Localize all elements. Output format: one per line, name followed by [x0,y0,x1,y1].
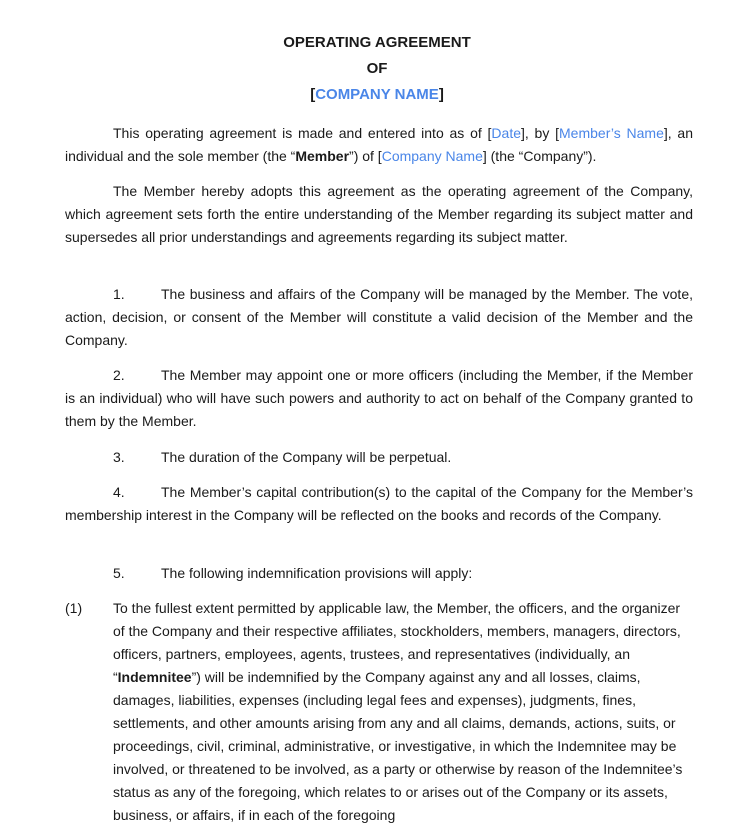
company-name-placeholder[interactable]: COMPANY NAME [315,86,439,103]
intro-text-1: This operating agreement is made and entered into as of [ [113,125,492,141]
subsection-text-1: To the fullest extent permitted by applicable law, the Member, the officers, and the organizer of the Company and their respective affiliates, stockholders, members, managers, directors, officers, partners, employees, agents, trustees, and representatives (individually, an “ [113,600,681,685]
section-number: 2. [113,367,125,383]
bracket-open: [ [310,86,316,103]
section-text: The following indemnification provisions will apply: [161,565,473,581]
member-defined-term: Member [295,148,350,164]
subsection-text-2: ”) will be indemnified by the Company against any and all losses, claims, damages, liabilities, expenses (including legal fees and expenses), judgments, fines, settlements, and other amounts arising from any and all claims, demands, actions, suits, or proceedings, civil, criminal, administrative, or investigative, in which the Indemnitee may be involved, or threatened to be involved, as a party or otherwise by reason of the Indemnitee’s status as any of the foregoing, which relates to or arises out of the Company or its assets, business, or affairs, if in each of the foregoing [113,669,683,823]
section-number: 1. [113,286,125,302]
company-name-heading [0,85,754,105]
subsection-label: (1) [65,600,83,616]
intro-paragraph [65,122,693,168]
section-4 [65,481,693,527]
section-text: The duration of the Company will be perpetual. [161,449,452,465]
member-name-placeholder[interactable]: Member’s Name [559,125,664,141]
indemnitee-defined-term: Indemnitee [117,669,192,685]
section-number: 3. [113,449,125,465]
intro-text-2: ], by [ [521,125,560,141]
section-3 [65,446,693,469]
section-text: The Member’s capital contribution(s) to the capital of the Company for the Member’s membership interest in the Company will be reflected on the books and records of the Company. [65,484,693,523]
document-title-of: OF [366,60,388,77]
bracket-close: ] [438,86,444,103]
section-text: The business and affairs of the Company will be managed by the Member. The vote, action, decision, or consent of the Member will constitute a valid decision of the Member and the Company. [65,286,693,348]
company-name-inline-placeholder[interactable]: Company Name [381,148,483,164]
document-title: OPERATING AGREEMENT [283,34,471,51]
intro-text-5: ] (the “Company”). [482,148,597,164]
section-2 [65,364,693,433]
section-1 [65,283,693,352]
adoption-paragraph: The Member hereby adopts this agreement as the operating agreement of the Company, which agreement sets forth the entire understanding of the Member regarding its subject matter and supersedes all prior understandings and agreements regarding its subject matter. [65,183,693,245]
date-placeholder[interactable]: Date [491,125,521,141]
section-number: 5. [113,565,125,581]
subsection-text [113,597,693,827]
section-number: 4. [113,484,125,500]
intro-text-3: ], an individual and the sole member (the “ [65,125,693,164]
section-text: The Member may appoint one or more officers (including the Member, if the Member is an individual) who will have such powers and authority to act on behalf of the Company granted to them by the Member. [65,367,693,429]
section-5 [65,562,693,585]
intro-text-4: ”) of [ [349,148,382,164]
